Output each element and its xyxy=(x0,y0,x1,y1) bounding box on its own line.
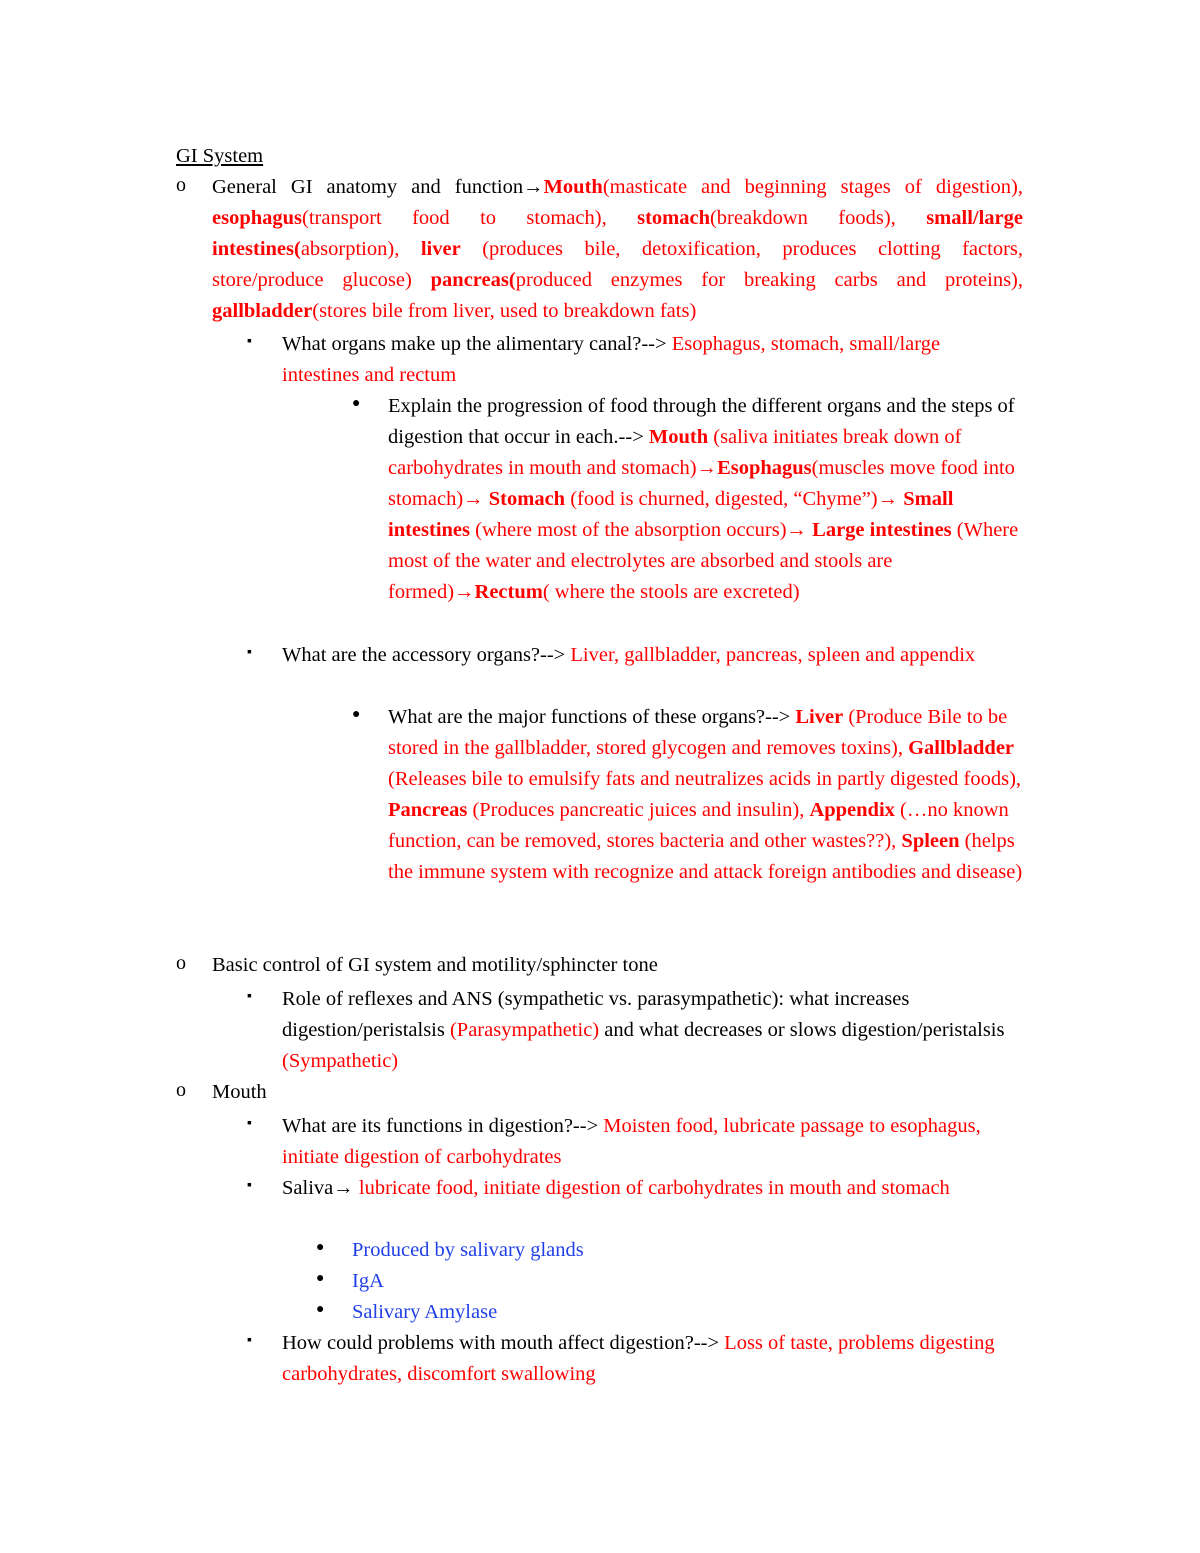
question-food-progression: Explain the progression of food through the different organs and the steps of digestion that occur in each.--> Mouth (saliva initiates break down of carbohydrates in mouth and stomach)→Esophagus(muscles move food into stomach)→ Stomach (food is churned, digested, “Chyme”)→ Small intestines (where most of the absorption occurs)→ Large intestines (Where most of the water and electrolytes are absorbed and stools are formed)→Rectum( where the stools are excreted) xyxy=(388,395,1019,603)
section-general-anatomy: General GI anatomy and function→Mouth(masticate and beginning stages of digestion), esophagus(transport food to stomach), stomach(breakdown foods), small/large intestines(absorption), liver (produces bile, detoxification, produces clotting factors, store/produce glucose) pancreas(produced enzymes for breaking carbs and proteins), gallbladder(stores bile from liver, used to breakdown fats) xyxy=(212,176,1023,322)
arrow-icon: → xyxy=(877,488,899,510)
level3-bullet: ● xyxy=(316,1302,325,1317)
list-item: IgA xyxy=(352,1270,384,1292)
level3-bullet: ● xyxy=(316,1271,325,1286)
level2-bullet: ▪ xyxy=(247,334,252,349)
arrow-icon: → xyxy=(454,581,475,603)
level2-bullet: ▪ xyxy=(247,1178,252,1193)
level3-bullet: ● xyxy=(352,707,361,722)
level3-bullet: ● xyxy=(352,396,361,411)
page-title: GI System xyxy=(176,145,264,167)
question-organ-functions: What are the major functions of these organs?--> Liver (Produce Bile to be stored in the gallbladder, stored glycogen and removes toxins), Gallbladder (Releases bile to emulsify fats and neutralizes acids in partly digested foods), Pancreas (Produces pancreatic juices and insulin), Appendix (…no known function, can be removed, stores bacteria and other wastes??), Spleen (helps the immune system with recognize and attack foreign antibodies and disease) xyxy=(388,706,1023,883)
level2-bullet: ▪ xyxy=(247,645,252,660)
list-item: Salivary Amylase xyxy=(352,1301,498,1323)
level2-bullet: ▪ xyxy=(247,1116,252,1131)
level1-bullet: o xyxy=(176,174,186,196)
question-accessory-organs: What are the accessory organs?--> Liver, gallbladder, pancreas, spleen and appendix xyxy=(282,644,976,666)
section-basic-control: Basic control of GI system and motility/sphincter tone xyxy=(212,954,658,976)
question-mouth-problems: How could problems with mouth affect digestion?--> Loss of taste, problems digesting carbohydrates, discomfort swallowing xyxy=(282,1332,995,1385)
arrow-icon: → xyxy=(463,488,484,510)
question-reflexes-ans: Role of reflexes and ANS (sympathetic vs. parasympathetic): what increases digestion/peristalsis (Parasympathetic) and what decreases or slows digestion/peristalsis (Sympathetic) xyxy=(282,988,1005,1072)
level1-bullet: o xyxy=(176,952,186,974)
list-item: Produced by salivary glands xyxy=(352,1239,584,1261)
arrow-icon: → xyxy=(696,457,718,479)
question-saliva: Saliva→ lubricate food, initiate digestion of carbohydrates in mouth and stomach xyxy=(282,1177,950,1199)
question-mouth-functions: What are its functions in digestion?--> Moisten food, lubricate passage to esophagus, initiate digestion of carbohydrates xyxy=(282,1115,981,1168)
level1-bullet: o xyxy=(176,1079,186,1101)
arrow-icon: → xyxy=(333,1177,354,1199)
level2-bullet: ▪ xyxy=(247,1333,252,1348)
question-alimentary-canal: What organs make up the alimentary canal?--> Esophagus, stomach, small/large intestines and rectum xyxy=(282,333,941,386)
arrow-icon: → xyxy=(523,176,544,198)
level3-bullet: ● xyxy=(316,1240,325,1255)
section-mouth: Mouth xyxy=(212,1081,267,1103)
arrow-icon: → xyxy=(786,519,808,541)
level2-bullet: ▪ xyxy=(247,989,252,1004)
